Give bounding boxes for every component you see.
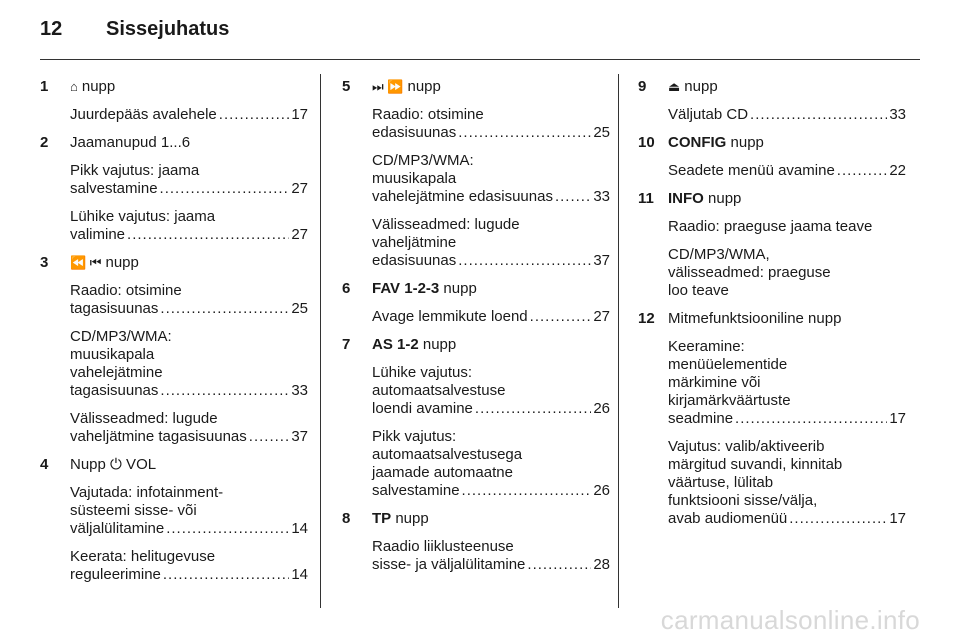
toc-subentry: [70, 484, 308, 538]
subentry-line: automaatsalvestusega: [372, 446, 523, 463]
page-reference: 25: [291, 300, 308, 317]
entry-label: nupp: [81, 78, 116, 95]
subentry-line: välisseadmed: praeguse: [668, 264, 831, 281]
header-rule: [40, 59, 920, 60]
dot-leader: [160, 180, 290, 198]
subentry-line: süsteemi sisse- või: [70, 502, 197, 519]
entry-label: Jaamanupud 1...6: [70, 134, 191, 151]
entry-label: Nupp ⏻ VOL: [70, 456, 157, 473]
subentry-line: muusikapala: [70, 346, 155, 363]
toc-subentry: [668, 438, 906, 528]
subentry-line: Pikk vajutus:: [372, 428, 457, 445]
subentry-line: Pikk vajutus: jaama: [70, 162, 200, 179]
subentry-line: Välisseadmed: lugude: [70, 410, 218, 427]
toc-subentry: [668, 246, 906, 300]
entry-label: nupp: [708, 190, 742, 207]
page-reference: 14: [291, 566, 308, 583]
subentry-line: CD/MP3/WMA,: [668, 246, 770, 263]
subentry-line: Raadio: praeguse jaama teave: [668, 218, 873, 235]
subentry-last-line: [372, 400, 610, 418]
subentry-line: Raadio: otsimine: [372, 106, 484, 123]
entry-number: 11: [638, 190, 654, 207]
page-reference: 33: [593, 188, 610, 205]
page-reference: 27: [291, 180, 308, 197]
toc-subentry: [70, 208, 308, 244]
page-number: 12: [40, 18, 63, 40]
subentry-line: Lühike vajutus: jaama: [70, 208, 216, 225]
toc-entry: [638, 310, 906, 528]
entry-heading: [668, 134, 906, 152]
subentry-last-line: [668, 162, 906, 180]
subentry-line: Välisseadmed: lugude: [372, 216, 520, 233]
toc-subentry: [70, 548, 308, 584]
toc-subentry: [372, 538, 610, 574]
subentry-line: märgitud suvandi, kinnitab: [668, 456, 843, 473]
watermark: carmanualsonline.info: [660, 605, 920, 635]
entry-label: nupp: [395, 510, 429, 527]
subentry-last-line: [70, 300, 308, 318]
dot-leader: [750, 106, 887, 124]
entry-label: nupp: [684, 78, 718, 95]
subentry-text: edasisuunas: [372, 252, 457, 269]
dot-leader: [475, 400, 591, 418]
control-name: INFO: [668, 190, 704, 207]
subentry-line: automaatsalvestuse: [372, 382, 506, 399]
column-2: [342, 78, 610, 584]
page-header: [40, 18, 229, 41]
subentry-last-line: [70, 566, 308, 584]
dot-leader: [219, 106, 290, 124]
dot-leader: [163, 566, 289, 584]
dot-leader: [462, 482, 592, 500]
toc-subentry: [372, 216, 610, 270]
column-divider: [320, 74, 321, 608]
subentry-line: Vajutus: valib/aktiveerib: [668, 438, 825, 455]
toc-entry: [638, 190, 906, 300]
subentry-last-line: [668, 106, 906, 124]
subentry-text: valimine: [70, 226, 126, 243]
subentry-line: Keeramine:: [668, 338, 745, 355]
entry-number: 10: [638, 134, 655, 151]
subentry-text: salvestamine: [372, 482, 460, 499]
home-icon: ⌂: [70, 79, 78, 94]
dot-leader: [789, 510, 887, 528]
subentry-last-line: [70, 106, 308, 124]
entry-number: 9: [638, 78, 647, 95]
page-reference: 33: [889, 106, 906, 123]
subentry-text: avab audiomenüü: [668, 510, 788, 527]
column-3: [638, 78, 906, 538]
subentry-text: edasisuunas: [372, 124, 457, 141]
toc-subentry: [668, 338, 906, 428]
toc-subentry: [668, 162, 906, 180]
fast-forward-icon: ⏭ ⏩: [372, 79, 404, 94]
page-reference: 26: [593, 482, 610, 499]
subentry-text: sisse- ja väljalülitamine: [372, 556, 526, 573]
page-reference: 37: [291, 428, 308, 445]
page-title: Sissejuhatus: [106, 18, 230, 40]
entry-heading: [70, 78, 308, 96]
entry-number: 12: [638, 310, 655, 327]
toc-subentry: [70, 282, 308, 318]
subentry-line: Keerata: helitugevuse: [70, 548, 216, 565]
page-reference: 17: [889, 510, 906, 527]
entry-heading: [70, 456, 308, 474]
subentry-line: Raadio liiklusteenuse: [372, 538, 514, 555]
toc-entry: [342, 510, 610, 574]
subentry-last-line: [372, 482, 610, 500]
entry-number: 8: [342, 510, 351, 527]
dot-leader: [160, 300, 289, 318]
page-reference: 27: [291, 226, 308, 243]
subentry-line: jaamade automaatne: [372, 464, 513, 481]
subentry-line: menüüelementide: [668, 356, 788, 373]
entry-heading: [668, 310, 906, 328]
toc-entry: [342, 280, 610, 326]
subentry-text: seadmine: [668, 410, 734, 427]
page-reference: 17: [889, 410, 906, 427]
toc-subentry: [372, 106, 610, 142]
subentry-last-line: [372, 188, 610, 206]
column-1: [40, 78, 308, 594]
subentry-text: tagasisuunas: [70, 300, 159, 317]
dot-leader: [555, 188, 591, 206]
entry-number: 3: [40, 254, 49, 271]
control-name: CONFIG: [668, 134, 727, 151]
subentry-text: reguleerimine: [70, 566, 161, 583]
subentry-last-line: [372, 556, 610, 574]
dot-leader: [166, 520, 289, 538]
subentry-line: vahelejätmine: [70, 364, 163, 381]
page-reference: 14: [291, 520, 308, 537]
entry-heading: [372, 78, 610, 96]
subentry-line: CD/MP3/WMA:: [70, 328, 172, 345]
subentry-line: loo teave: [668, 282, 729, 299]
subentry-text: Juurdepääs avalehele: [70, 106, 217, 123]
dot-leader: [458, 124, 591, 142]
entry-heading: [372, 336, 610, 354]
toc-subentry: [70, 410, 308, 446]
subentry-line: väärtuse, lülitab: [668, 474, 774, 491]
entry-heading: [70, 254, 308, 272]
control-name: TP: [372, 510, 392, 527]
subentry-last-line: [372, 124, 610, 142]
toc-subentry: [668, 106, 906, 124]
subentry-last-line: [668, 410, 906, 428]
entry-heading: [668, 78, 906, 96]
page-reference: 25: [593, 124, 610, 141]
entry-heading: [372, 510, 610, 528]
entry-label: nupp: [105, 254, 139, 271]
toc-entry: [342, 78, 610, 270]
control-name: AS 1-2: [372, 336, 419, 353]
toc-entry: [638, 78, 906, 124]
subentry-last-line: [70, 428, 308, 446]
page-reference: 28: [593, 556, 610, 573]
subentry-last-line: [70, 180, 308, 198]
toc-entry: [638, 134, 906, 180]
subentry-line: Raadio: otsimine: [70, 282, 182, 299]
control-name: FAV 1-2-3: [372, 280, 440, 297]
subentry-text: Seadete menüü avamine: [668, 162, 835, 179]
toc-subentry: [70, 162, 308, 198]
page-reference: 17: [291, 106, 308, 123]
entry-label: nupp: [730, 134, 764, 151]
subentry-text: salvestamine: [70, 180, 158, 197]
subentry-text: vahelejätmine edasisuunas: [372, 188, 553, 205]
entry-heading: [372, 280, 610, 298]
page-reference: 27: [593, 308, 610, 325]
toc-subentry: [668, 218, 906, 236]
entry-heading: [70, 134, 308, 152]
subentry-line: Vajutada: infotainment-: [70, 484, 224, 501]
entry-label: nupp: [407, 78, 441, 95]
subentry-line: vaheljätmine: [372, 234, 457, 251]
subentry-text: Avage lemmikute loend: [372, 308, 528, 325]
subentry-text: Väljutab CD: [668, 106, 749, 123]
toc-subentry: [372, 428, 610, 500]
subentry-last-line: [668, 510, 906, 528]
entry-number: 7: [342, 336, 351, 353]
rewind-icon: ⏪ ⏮: [70, 255, 102, 270]
dot-leader: [837, 162, 888, 180]
dot-leader: [530, 308, 592, 326]
toc-entry: [342, 336, 610, 500]
subentry-line: kirjamärkväärtuste: [668, 392, 791, 409]
entry-number: 1: [40, 78, 49, 95]
subentry-line: märkimine või: [668, 374, 761, 391]
dot-leader: [127, 226, 289, 244]
dot-leader: [458, 252, 591, 270]
page-reference: 33: [291, 382, 308, 399]
subentry-last-line: [372, 308, 610, 326]
entry-label: nupp: [443, 280, 477, 297]
page-reference: 37: [593, 252, 610, 269]
toc-entry: [40, 254, 308, 446]
page-reference: 22: [889, 162, 906, 179]
entry-number: 4: [40, 456, 49, 473]
entry-heading: [668, 190, 906, 208]
toc-subentry: [70, 328, 308, 400]
dot-leader: [249, 428, 290, 446]
toc-subentry: [70, 106, 308, 124]
subentry-text: loendi avamine: [372, 400, 473, 417]
dot-leader: [735, 410, 887, 428]
dot-leader: [160, 382, 289, 400]
toc-entry: [40, 78, 308, 124]
page-reference: 26: [593, 400, 610, 417]
toc-entry: [40, 456, 308, 584]
entry-number: 5: [342, 78, 351, 95]
dot-leader: [527, 556, 591, 574]
eject-icon: ⏏: [668, 79, 681, 94]
subentry-last-line: [70, 226, 308, 244]
entry-number: 2: [40, 134, 49, 151]
toc-subentry: [372, 364, 610, 418]
subentry-line: muusikapala: [372, 170, 457, 187]
toc-subentry: [372, 308, 610, 326]
entry-number: 6: [342, 280, 351, 297]
toc-entry: [40, 134, 308, 244]
subentry-text: tagasisuunas: [70, 382, 159, 399]
subentry-text: vaheljätmine tagasisuunas: [70, 428, 247, 445]
subentry-line: Lühike vajutus:: [372, 364, 473, 381]
subentry-text: väljalülitamine: [70, 520, 165, 537]
subentry-last-line: [70, 520, 308, 538]
column-divider: [618, 74, 619, 608]
subentry-last-line: [372, 252, 610, 270]
subentry-line: funktsiooni sisse/välja,: [668, 492, 818, 509]
subentry-last-line: [70, 382, 308, 400]
toc-subentry: [372, 152, 610, 206]
entry-label: Mitmefunktsiooniline nupp: [668, 310, 842, 327]
entry-label: nupp: [422, 336, 457, 353]
subentry-line: CD/MP3/WMA:: [372, 152, 474, 169]
